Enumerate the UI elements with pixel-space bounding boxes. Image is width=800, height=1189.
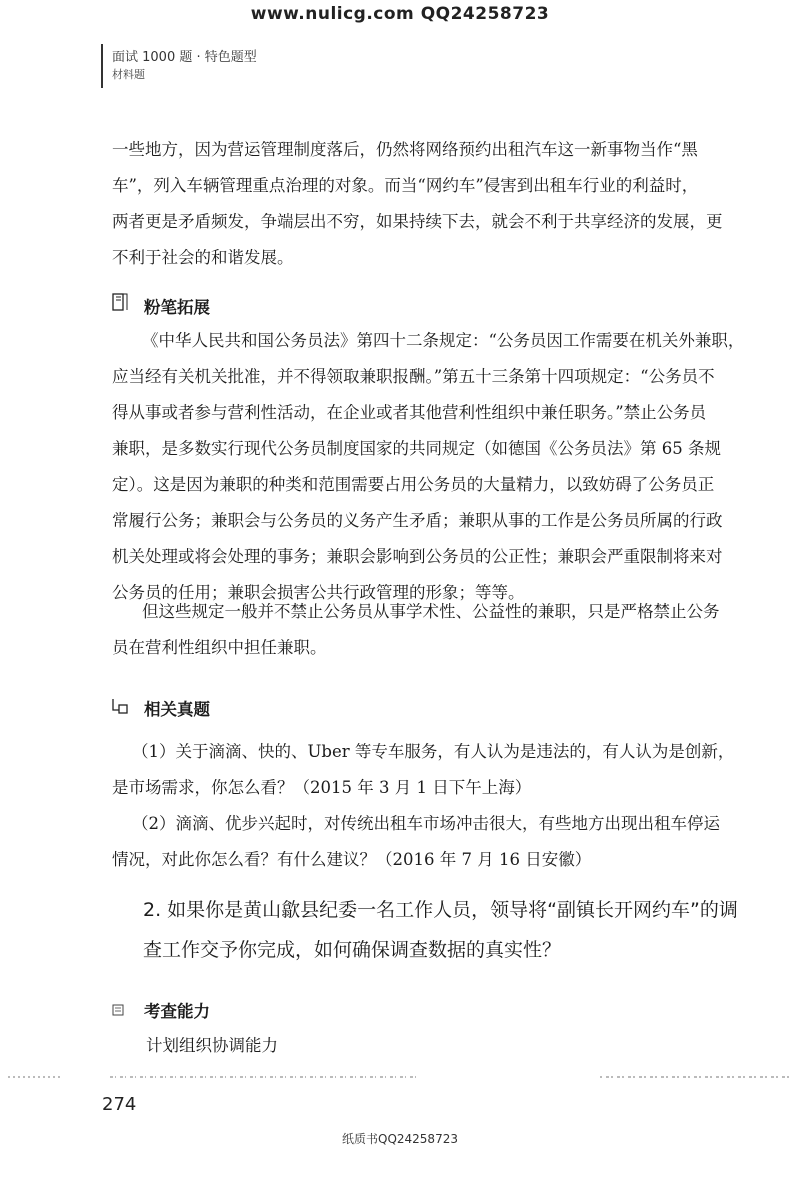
fenbi-paragraph-2 [112,594,792,666]
square-icon [112,1004,124,1016]
section-title-related: 相关真题 [144,700,210,719]
intro-paragraph [112,132,792,276]
document-icon [112,697,128,715]
text-line: 常履行公务；兼职会与公务员的义务产生矛盾；兼职从事的工作是公务员所属的行政 [112,511,723,530]
text-line: 但这些规定一般并不禁止公务员从事学术性、公益性的兼职，只是严格禁止公务 [142,602,720,621]
page-number: 274 [102,1094,137,1115]
chapter-label: 材料题 [112,68,145,81]
question-heading [143,890,788,970]
text-line: 一些地方，因为营运管理制度落后，仍然将网络预约出租汽车这一新事物当作“黑 [112,140,698,159]
list-item: （1）关于滴滴、快的、Uber 等专车服务，有人认为是违法的，有人认为是创新， [132,742,735,761]
list-item: 是市场需求，你怎么看？（2015 年 3 月 1 日下午上海） [112,778,532,797]
ability-content: 计划组织协调能力 [146,1036,278,1055]
text-line: 不利于社会的和谐发展。 [112,248,294,267]
related-questions [112,734,792,878]
text-line: 公务员的任用；兼职会损害公共行政管理的形象；等等。 [112,583,525,602]
text-line: 车”，列入车辆管理重点治理的对象。而当“网约车”侵害到出租车行业的利益时， [112,176,699,195]
text-line: 得从事或者参与营利性活动，在企业或者其他营利性组织中兼任职务。”禁止公务员 [112,403,707,422]
text-line: 定）。这是因为兼职的种类和范围需要占用公务员的大量精力，以致妨碍了公务员正 [112,475,715,494]
question-line: 2. 如果你是黄山歙县纪委一名工作人员，领导将“副镇长开网约车”的调 [143,899,738,921]
text-line: 应当经有关机关批准，并不得领取兼职报酬。”第五十三条第十四项规定：“公务员不 [112,367,715,386]
text-line: 员在营利性组织中担任兼职。 [112,638,327,657]
section-title-fenbi: 粉笔拓展 [144,298,210,317]
top-watermark: www.nulicg.com QQ24258723 [250,4,550,24]
list-item: 情况，对此你怎么看？有什么建议？（2016 年 7 月 16 日安徽） [112,850,592,869]
book-title: 面试 1000 题 · 特色题型 [112,50,257,65]
section-title-ability: 考查能力 [144,1002,210,1021]
text-line: 《中华人民共和国公务员法》第四十二条规定：“公务员因工作需要在机关外兼职， [142,331,745,350]
text-line: 兼职，是多数实行现代公务员制度国家的共同规定（如德国《公务员法》第 65 条规 [112,439,721,458]
text-line: 两者更是矛盾频发，争端层出不穷，如果持续下去，就会不利于共享经济的发展，更 [112,212,723,231]
bookmark-icon [112,293,128,311]
scan-artifact [0,1074,800,1080]
fenbi-paragraph-1 [112,323,792,611]
footer-watermark: 纸质书QQ24258723 [342,1132,458,1146]
header-divider [101,44,103,88]
question-line: 查工作交予你完成，如何确保调查数据的真实性？ [143,939,562,961]
list-item: （2）滴滴、优步兴起时，对传统出租车市场冲击很大，有些地方出现出租车停运 [132,814,720,833]
text-line: 机关处理或将会处理的事务；兼职会影响到公务员的公正性；兼职会严重限制将来对 [112,547,723,566]
